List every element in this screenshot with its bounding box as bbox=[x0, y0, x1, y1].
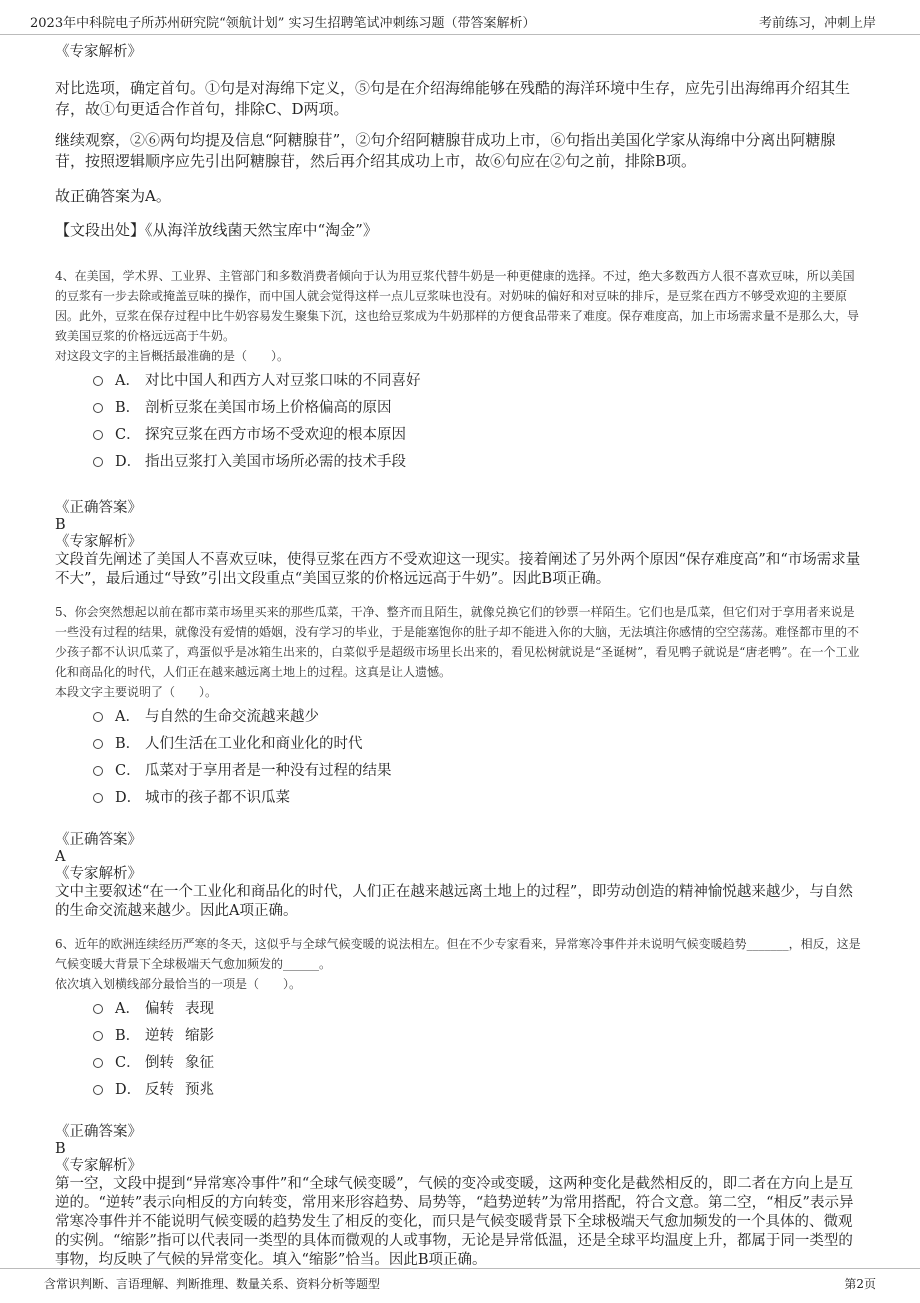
option-c[interactable]: C． 瓜菜对于享用者是一种没有过程的结果 bbox=[55, 758, 865, 785]
expert-analysis: 文中主要叙述“在一个工业化和商品化的时代，人们正在越来越远离土地上的过程”，即劳动创造的精神愉悦越来越少，与自然的生命交流越来越少。因此A项正确。 bbox=[55, 884, 853, 919]
radio-button[interactable] bbox=[93, 430, 103, 440]
footer-note: 含常识判断、言语理解、判断推理、数量关系、资料分析等题型 bbox=[44, 1277, 381, 1291]
question-prompt: 本段文字主要说明了（ ）。 bbox=[55, 685, 218, 699]
radio-button[interactable] bbox=[93, 376, 103, 386]
radio-button[interactable] bbox=[93, 793, 103, 803]
option-d[interactable]: D． 指出豆浆打入美国市场所必需的技术手段 bbox=[55, 449, 865, 476]
radio-button[interactable] bbox=[93, 1085, 103, 1095]
options-list bbox=[55, 368, 865, 476]
question-stem: 5、你会突然想起以前在都市菜市场里买来的那些瓜菜，干净、整齐而且陌生，就像兑换它们的钞票一样陌生。它们也是瓜菜，但它们对于享用者来说是一些没有过程的结果，就像没有爱情的婚姻，没有学习的毕业，于是能塞饱你的肚子却不能进入你的大脑，无法填注你感情的空空荡荡。难怪都市里的不少孩子都不认识瓜菜了，鸡蛋似乎是冰箱生出来的，白菜似乎是超级市场里长出来的，看见松树就说是“圣诞树”，看见鸭子就说是“唐老鸭”。在一个工业化和商品化的时代，人们正在越来越远离土地上的过程。这真是让人遗憾。 bbox=[55, 605, 860, 679]
radio-button[interactable] bbox=[93, 712, 103, 722]
document-title: 2023年中科院电子所苏州研究院“领航计划” 实习生招聘笔试冲刺练习题（带答案解析） bbox=[30, 16, 536, 31]
question-prompt: 对这段文字的主旨概括最准确的是（ ）。 bbox=[55, 349, 290, 363]
expert-analysis-label: 《专家解析》 bbox=[55, 1158, 142, 1174]
radio-button[interactable] bbox=[93, 739, 103, 749]
expert-analysis-label: 《专家解析》 bbox=[55, 534, 142, 550]
source-note: 【文段出处】《从海洋放线菌天然宝库中“淘金”》 bbox=[55, 221, 378, 239]
correct-answer-label: 《正确答案》 bbox=[55, 500, 142, 516]
option-a[interactable]: A． 偏转 表现 bbox=[55, 996, 865, 1023]
page-footer bbox=[0, 1268, 920, 1303]
question-prompt: 依次填入划横线部分最恰当的一项是（ ）。 bbox=[55, 977, 302, 991]
radio-button[interactable] bbox=[93, 457, 103, 467]
correct-answer: B bbox=[55, 517, 66, 533]
radio-button[interactable] bbox=[93, 403, 103, 413]
option-a[interactable]: A． 对比中国人和西方人对豆浆口味的不同喜好 bbox=[55, 368, 865, 395]
page-number: 第2页 bbox=[844, 1277, 876, 1291]
options-list bbox=[55, 704, 865, 812]
radio-button[interactable] bbox=[93, 766, 103, 776]
correct-answer: B bbox=[55, 1141, 66, 1157]
question-stem: 6、近年的欧洲连续经历严寒的冬天，这似乎与全球气候变暖的说法相左。但在不少专家看来，异常寒冷事件并未说明气候变暖趋势_______，相反，这是气候变暖大背景下全球极端天气愈加频发的______。 bbox=[55, 937, 861, 971]
expert-analysis: 第一空，文段中提到“异常寒冷事件”和“全球气候变暖”，气候的变冷或变暖，这两种变化是截然相反的，即二者在方向上是互逆的。“逆转”表示向相反的方向转变，常用来形容趋势、局势等，“趋势逆转”为常用搭配，符合文意。第二空，“相反”表示异常寒冷事件并不能说明气候变暖的趋势发生了相反的变化，而只是气候变暖背景下全球极端天气愈加频发的一个具体的、微观的实例。“缩影”指可以代表同一类型的具体而微观的人或事物，无论是异常低温，还是全球平均温度上升，都属于同一类型的事物，均反映了气候的异常变化。填入“缩影”恰当。因此B项正确。 bbox=[55, 1176, 854, 1268]
option-d[interactable]: D． 城市的孩子都不识瓜菜 bbox=[55, 785, 865, 812]
page-header bbox=[0, 0, 920, 35]
option-a[interactable]: A． 与自然的生命交流越来越少 bbox=[55, 704, 865, 731]
expert-analysis-label: 《专家解析》 bbox=[55, 866, 142, 882]
header-slogan: 考前练习，冲刺上岸 bbox=[758, 16, 876, 31]
question-stem: 4、在美国，学术界、工业界、主管部门和多数消费者倾向于认为用豆浆代替牛奶是一种更健康的选择。不过，绝大多数西方人很不喜欢豆味，所以美国的豆浆有一步去除或掩盖豆味的操作，而中国人就会觉得这样一点儿豆浆味也没有。对奶味的偏好和对豆味的排斥，是豆浆在西方不够受欢迎的主要原因。此外，豆浆在保存过程中比牛奶容易发生聚集下沉，这也给豆浆成为牛奶那样的方便食品带来了难度。保存难度高，加上市场需求量不是那么大，导致美国豆浆的价格远远高于牛奶。 bbox=[55, 269, 860, 343]
radio-button[interactable] bbox=[93, 1058, 103, 1068]
radio-button[interactable] bbox=[93, 1004, 103, 1014]
option-b[interactable]: B． 人们生活在工业化和商业化的时代 bbox=[55, 731, 865, 758]
correct-answer: A bbox=[55, 849, 66, 865]
correct-answer-label: 《正确答案》 bbox=[55, 1124, 142, 1140]
option-b[interactable]: B． 逆转 缩影 bbox=[55, 1023, 865, 1050]
option-c[interactable]: C． 探究豆浆在西方市场不受欢迎的根本原因 bbox=[55, 422, 865, 449]
expert-analysis: 文段首先阐述了美国人不喜欢豆味，使得豆浆在西方不受欢迎这一现实。接着阐述了另外两个原因“保存难度高”和“市场需求量不大”，最后通过“导致”引出文段重点“美国豆浆的价格远远高于牛奶”。因此B项正确。 bbox=[55, 552, 861, 587]
analysis-paragraph: 继续观察，②⑥两句均提及信息“阿糖腺苷”，②句介绍阿糖腺苷成功上市，⑥句指出美国化学家从海绵中分离出阿糖腺苷，按照逻辑顺序应先引出阿糖腺苷，然后再介绍其成功上市，故⑥句应在②句之前，排除B项。 bbox=[55, 131, 836, 170]
analysis-conclusion: 故正确答案为A。 bbox=[55, 187, 171, 205]
correct-answer-label: 《正确答案》 bbox=[55, 832, 142, 848]
option-d[interactable]: D． 反转 预兆 bbox=[55, 1077, 865, 1104]
page-content bbox=[55, 40, 865, 1270]
expert-analysis-label: 《专家解析》 bbox=[55, 44, 142, 60]
analysis-paragraph: 对比选项，确定首句。①句是对海绵下定义，⑤句是在介绍海绵能够在残酷的海洋环境中生存，应先引出海绵再介绍其生存，故①句更适合作首句，排除C、D两项。 bbox=[55, 79, 851, 118]
option-b[interactable]: B． 剖析豆浆在美国市场上价格偏高的原因 bbox=[55, 395, 865, 422]
options-list bbox=[55, 996, 865, 1104]
option-c[interactable]: C． 倒转 象征 bbox=[55, 1050, 865, 1077]
radio-button[interactable] bbox=[93, 1031, 103, 1041]
